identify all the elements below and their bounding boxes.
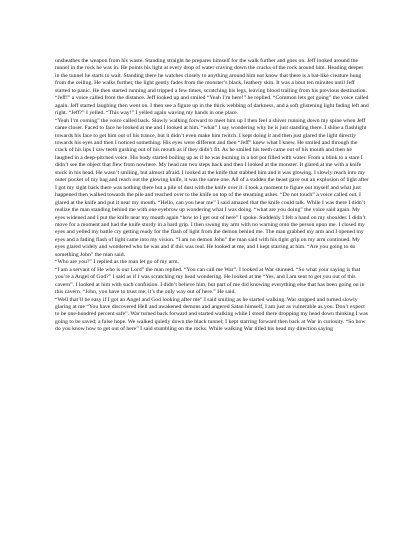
paragraph-3: “Who are you?” I replied as the man let go of my arm. [55, 259, 179, 266]
paragraph-2: “Yeah I’m coming” the voice called back. Slowly walking forward to meet him up I then feel a shiver running down my spine when Jeff came closer. Faced to face he looked at me and I looked at him. “what” I say wondering why he is just standing there. I shine a flashlight towards his face to get him out of his trance, but it didn’t even make him twitch. I kept doing it and then just glared the light directly towards his eyes and then I noticed something. His eyes were different and then “Jeff” knew what I knew. He smiled and through the crack of his lips I saw teeth gushing out of his mouth as if they didn’t fit. As he smiled his teeth came out of his mouth and then he laughed in a deep-pitched voice. His body started boiling up as if he was burning in a hot pot filled with water. From a blink to a stare I didn’t see the object that flew from nowhere. My head ran two steps back and then I looked at the monster. It glared at me with a knife stuck in his head. He wasn’t smiling, but almost afraid. I looked at the knife that stabbed him and it was glowing. I slowly reach into my outer pocket of my bag and reach out the glowing knife, it was the same one. All of a sudden the beast gave out an explosion of light after I got my sight back there was nothing there but a pile of dust with the knife over it. I took a moment to figure out myself and what just happened then walked towards the pile and reached over to the knife on top of the steaming ashes. “Do not touch” a voice called out. I glared at the knife and put it near my mouth. “Hello, can you hear me” I said amazed that the knife could talk. While I was there I didn’t realize the man standing behind me with one eyebrow up wondering what I was doing. “what are you doing” the voice said again. My eyes widened and I put the knife near my mouth again “how to I get out of here” I spoke. Suddenly I felt a hand on my shoulder. I didn’t move for a moment and had the knife sturdy in a hard grip. I then swung my arm with no warning onto the person upon me. I closed my eyes and yelled my battle cry getting ready for the flash of light from the demon behind me. The man grabbed my arm and I opened my eyes and a fading flash of light came into my vision. “I am no demon John” the man said with his tight grip on my arm continued. My eyes glared widely and wondered who he was and if this was real. He looked at me, and I kept starring at him. “Are you going to do something John” the man said. [55, 117, 369, 258]
story-text [55, 58, 369, 334]
paragraph-4: “I am a servant of He who is our Lord” the man replied. “You can call me War”. I looked at War stunned. “So what your saying is that you’re a Angel of God?” I said as if I was scratching my head wondering. He looked at me “Yes, and I am sent to get you out of this cavern”. I looked at him with such confusion. I didn’t believe him, but part of me did knowing everything else that has been going on in this cavern. “John, you have to trust me, it’s the only way out of here.” He said. [55, 266, 365, 296]
paragraph-1: unsheathes the weapon from his waste. Standing straight he prepares himself for the walk further and goes on. Jeff looked around the tunnel in the rock he was in. He points his light at every drop of water craving down the cracks of the rock around him. Heading deeper in the tunnel he starts to wait. Standing there he watches closely to anything around him not know that there is a bat-like creature hung from the ceiling. He walks further, the light gently fades from the monster’s black, leathery skin. It was a bout ten minutes until Jeff started to panic. He then started running and tripped a few times, scratching his legs, leaving blood trailing from his previous destination. “Jeff!” a voice called from the distance. Jeff looked up and smiled “Yeah I’m here!” he replied. “Common lets get going” the voice called again. Jeff started laughing then went on. I then see a figure up in the thick webbing of darkness, and a soft glistening light fading left and right. “Jeff?” I yelled. “This way!” I yelled again waving my hands in one place. [55, 58, 369, 117]
paragraph-5: “Well that’ll be easy if I got an Angel and God looking after me” I said smiling as he started walking. War stopped and turned slowly glaring at me “You have discovered Hell and awakened demons and angered Satan himself, I am just as vulnerable as you. Don’t expect to be one-hundred percent safe”. War turned back forward and started walking while I stood there dropping my head down thinking I was going to be saved; a false hope. We walked quietly down the black tunnel; I kept starring forward then back at War in curiosity. “So how do you know how to get out of here” I said stumbling on the rocks. While walking War titled his head my direction saying [55, 296, 368, 333]
